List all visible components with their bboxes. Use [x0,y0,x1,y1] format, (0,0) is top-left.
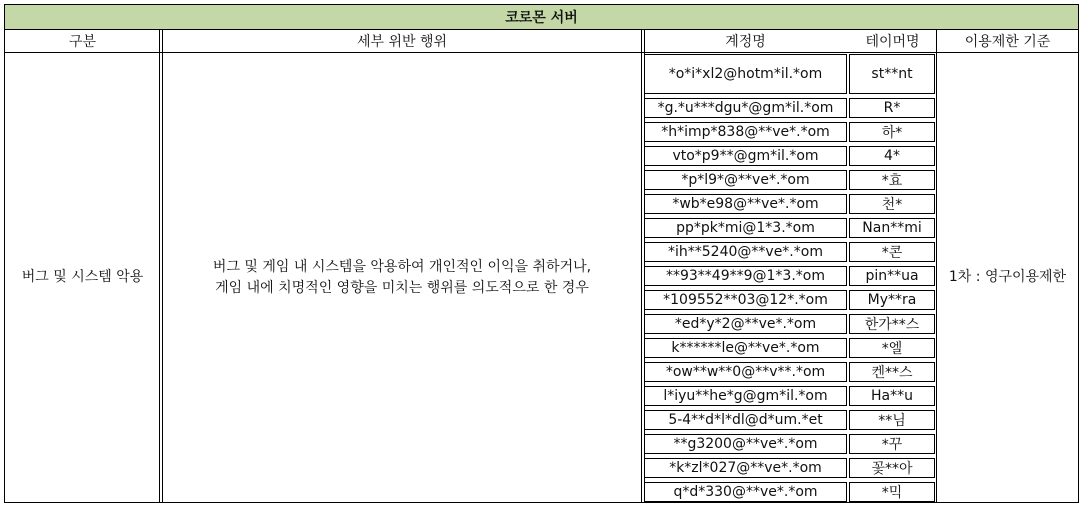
account-cell: *ih**5240@**ve*.*om [644,242,847,262]
account-cell: pp*pk*mi@1*3.*om [644,218,847,238]
account-cell: q*d*330@**ve*.*om [644,482,847,502]
table-body [5,53,1078,502]
account-cell: *p*l9*@**ve*.*om [644,170,847,190]
account-cell: *k*zl*027@**ve*.*om [644,458,847,478]
account-cell: *o*i*xl2@hotm*il.*om [644,54,847,94]
account-column [644,53,847,502]
account-cell: *109552**03@12*.*om [644,290,847,310]
header-row [5,30,1078,53]
tamer-cell: st**nt [849,54,935,94]
tamer-cell: **님 [849,410,935,430]
tamer-cell: 한가**스 [849,314,935,334]
tamer-cell: 하* [849,122,935,142]
restriction-cell: 1차 : 영구이용제한 [948,269,1067,285]
tamer-cell: *믹 [849,482,935,502]
header-tamer: 테이머명 [865,34,920,50]
server-title: 코로몬 서버 [5,5,1078,30]
tamer-cell: 꽃**아 [849,458,935,478]
account-cell: *ed*y*2@**ve*.*om [644,314,847,334]
header-account: 계정명 [725,34,766,50]
tamer-cell: Ha**u [849,386,935,406]
restriction-table [4,4,1079,503]
category-cell: 버그 및 시스템 악용 [21,269,144,285]
tamer-cell: *엘 [849,338,935,358]
tamer-cell: My**ra [849,290,935,310]
account-cell: k******le@**ve*.*om [644,338,847,358]
account-cell: *wb*e98@**ve*.*om [644,194,847,214]
tamer-cell: *콘 [849,242,935,262]
header-violation: 세부 위반 행위 [356,34,448,50]
tamer-cell: 4* [849,146,935,166]
header-category: 구분 [68,34,97,50]
account-cell: *ow**w**0@**v**.*om [644,362,847,382]
account-cell: **93**49**9@1*3.*om [644,266,847,286]
tamer-cell: pin**ua [849,266,935,286]
account-cell: vto*p9**@gm*il.*om [644,146,847,166]
tamer-cell: 천* [849,194,935,214]
account-cell: *g.*u***dgu*@gm*il.*om [644,98,847,118]
account-cell: 5-4**d*l*dl@d*um.*et [644,410,847,430]
account-cell: l*iyu**he*g@gm*il.*om [644,386,847,406]
tamer-cell: *꾸 [849,434,935,454]
tamer-cell: *효 [849,170,935,190]
header-restriction: 이용제한 기준 [964,34,1051,50]
account-cell: **g3200@**ve*.*om [644,434,847,454]
tamer-column [849,53,935,502]
tamer-cell: Nan**mi [849,218,935,238]
violation-description: 버그 및 게임 내 시스템을 악용하여 개인적인 이익을 취하거나, 게임 내에 치명적인 영향을 미치는 행위를 의도적으로 한 경우 [212,258,592,296]
tamer-cell: 켄**스 [849,362,935,382]
account-cell: *h*imp*838@**ve*.*om [644,122,847,142]
tamer-cell: R* [849,98,935,118]
